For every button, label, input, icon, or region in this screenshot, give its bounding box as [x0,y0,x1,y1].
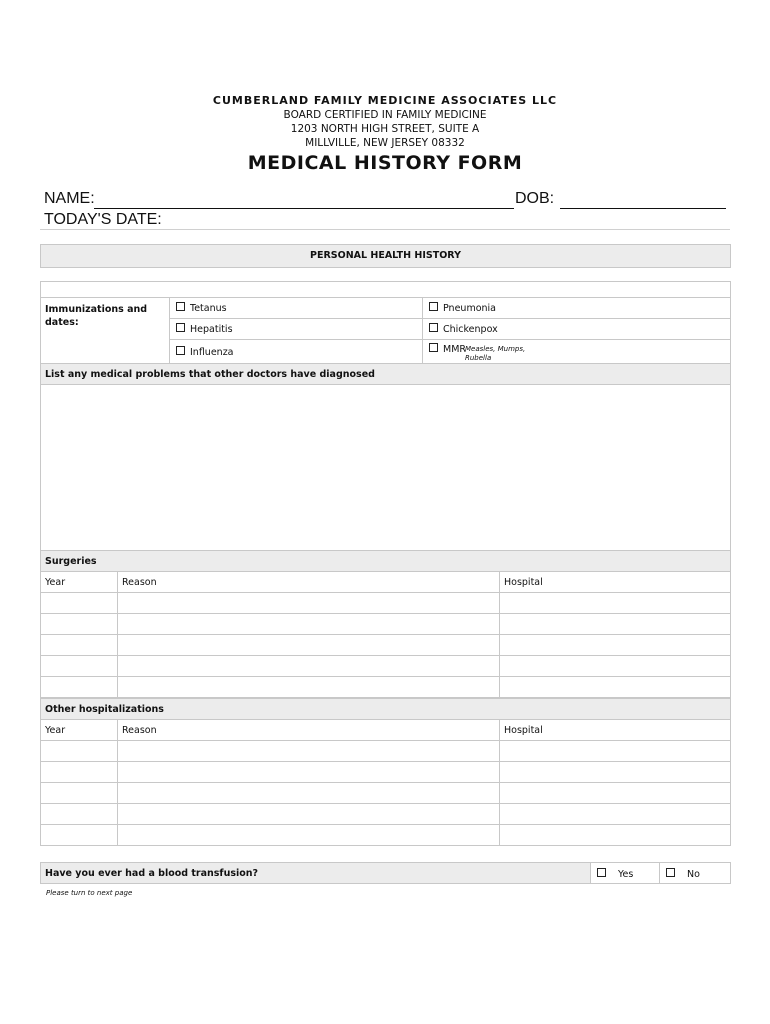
reason-header: Reason [117,571,500,593]
address-line-1: 1203 NORTH HIGH STREET, SUITE A [290,123,480,135]
immunizations-label-cell [40,297,170,364]
table-cell[interactable] [499,655,731,677]
immunizations-label: Immunizations and dates: [45,304,148,328]
influenza-label: Influenza [190,347,234,358]
pneumonia-label: Pneumonia [443,303,496,314]
table-cell[interactable] [40,613,118,635]
no-checkbox[interactable] [666,868,675,877]
yes-checkbox[interactable] [597,868,606,877]
transfusion-question: Have you ever had a blood transfusion? [45,868,259,879]
section-header-personal-health [40,244,731,268]
surgeries-header [40,550,731,572]
medical-problems-area[interactable] [40,384,731,551]
transfusion-no-cell[interactable] [659,862,731,884]
transfusion-question-cell [40,862,591,884]
practice-name: CUMBERLAND FAMILY MEDICINE ASSOCIATES LLC [212,94,558,107]
table-cell[interactable] [117,613,500,635]
table-cell[interactable] [40,761,118,783]
section-title: PERSONAL HEALTH HISTORY [310,250,461,261]
table-cell[interactable] [40,824,118,846]
yes-label: Yes [618,869,634,880]
tetanus-checkbox[interactable] [176,302,185,311]
table-cell[interactable] [117,761,500,783]
table-cell[interactable] [117,824,500,846]
influenza-checkbox[interactable] [176,346,185,355]
mmr-note: Measles, Mumps, Rubella [465,345,526,362]
table-cell[interactable] [499,592,731,614]
dob-field[interactable] [560,208,726,209]
mmr-cell[interactable] [422,339,731,364]
table-cell[interactable] [40,676,118,698]
table-cell[interactable] [499,803,731,825]
footer-note: Please turn to next page [46,889,133,897]
medical-problems-header [40,363,731,385]
hepatitis-checkbox[interactable] [176,323,185,332]
hospital-header: Hospital [499,719,731,741]
table-cell[interactable] [117,782,500,804]
hospitalizations-header [40,698,731,720]
chickenpox-label: Chickenpox [443,324,498,335]
table-cell[interactable] [40,782,118,804]
table-cell[interactable] [499,634,731,656]
dob-label: DOB: [515,190,555,207]
table-cell[interactable] [40,655,118,677]
hospital-header: Hospital [499,571,731,593]
transfusion-yes-cell[interactable] [590,862,660,884]
table-cell[interactable] [117,740,500,762]
table-cell[interactable] [499,676,731,698]
mmr-checkbox[interactable] [429,343,438,352]
table-cell[interactable] [40,592,118,614]
chickenpox-cell[interactable] [422,318,731,340]
hepatitis-cell[interactable] [169,318,423,340]
reason-header: Reason [117,719,500,741]
tetanus-label: Tetanus [190,303,227,314]
table-cell[interactable] [40,740,118,762]
name-field[interactable] [94,208,514,209]
table-cell[interactable] [117,803,500,825]
table-cell[interactable] [499,782,731,804]
chickenpox-checkbox[interactable] [429,323,438,332]
surgeries-label: Surgeries [45,556,97,567]
influenza-cell[interactable] [169,339,423,364]
table-cell[interactable] [117,655,500,677]
year-header: Year [40,571,118,593]
address-line-2: MILLVILLE, NEW JERSEY 08332 [305,137,465,149]
table-cell[interactable] [499,613,731,635]
pneumonia-checkbox[interactable] [429,302,438,311]
hepatitis-label: Hepatitis [190,324,233,335]
hospitalizations-label: Other hospitalizations [45,704,164,715]
table-cell[interactable] [499,824,731,846]
tetanus-cell[interactable] [169,297,423,319]
pneumonia-cell[interactable] [422,297,731,319]
no-label: No [687,869,700,880]
table-cell[interactable] [117,634,500,656]
mmr-label: MMR [443,344,466,355]
table-cell[interactable] [117,592,500,614]
year-header: Year [40,719,118,741]
spacer-row [40,281,731,298]
certification: BOARD CERTIFIED IN FAMILY MEDICINE [283,109,487,121]
todays-date-label: TODAY'S DATE: [44,211,162,228]
table-cell[interactable] [40,803,118,825]
form-title: MEDICAL HISTORY FORM [247,152,523,174]
table-cell[interactable] [499,761,731,783]
divider [40,229,730,230]
name-label: NAME: [44,190,95,207]
medical-problems-label: List any medical problems that other doctors have diagnosed [45,369,375,380]
table-cell[interactable] [499,740,731,762]
table-cell[interactable] [40,634,118,656]
table-cell[interactable] [117,676,500,698]
